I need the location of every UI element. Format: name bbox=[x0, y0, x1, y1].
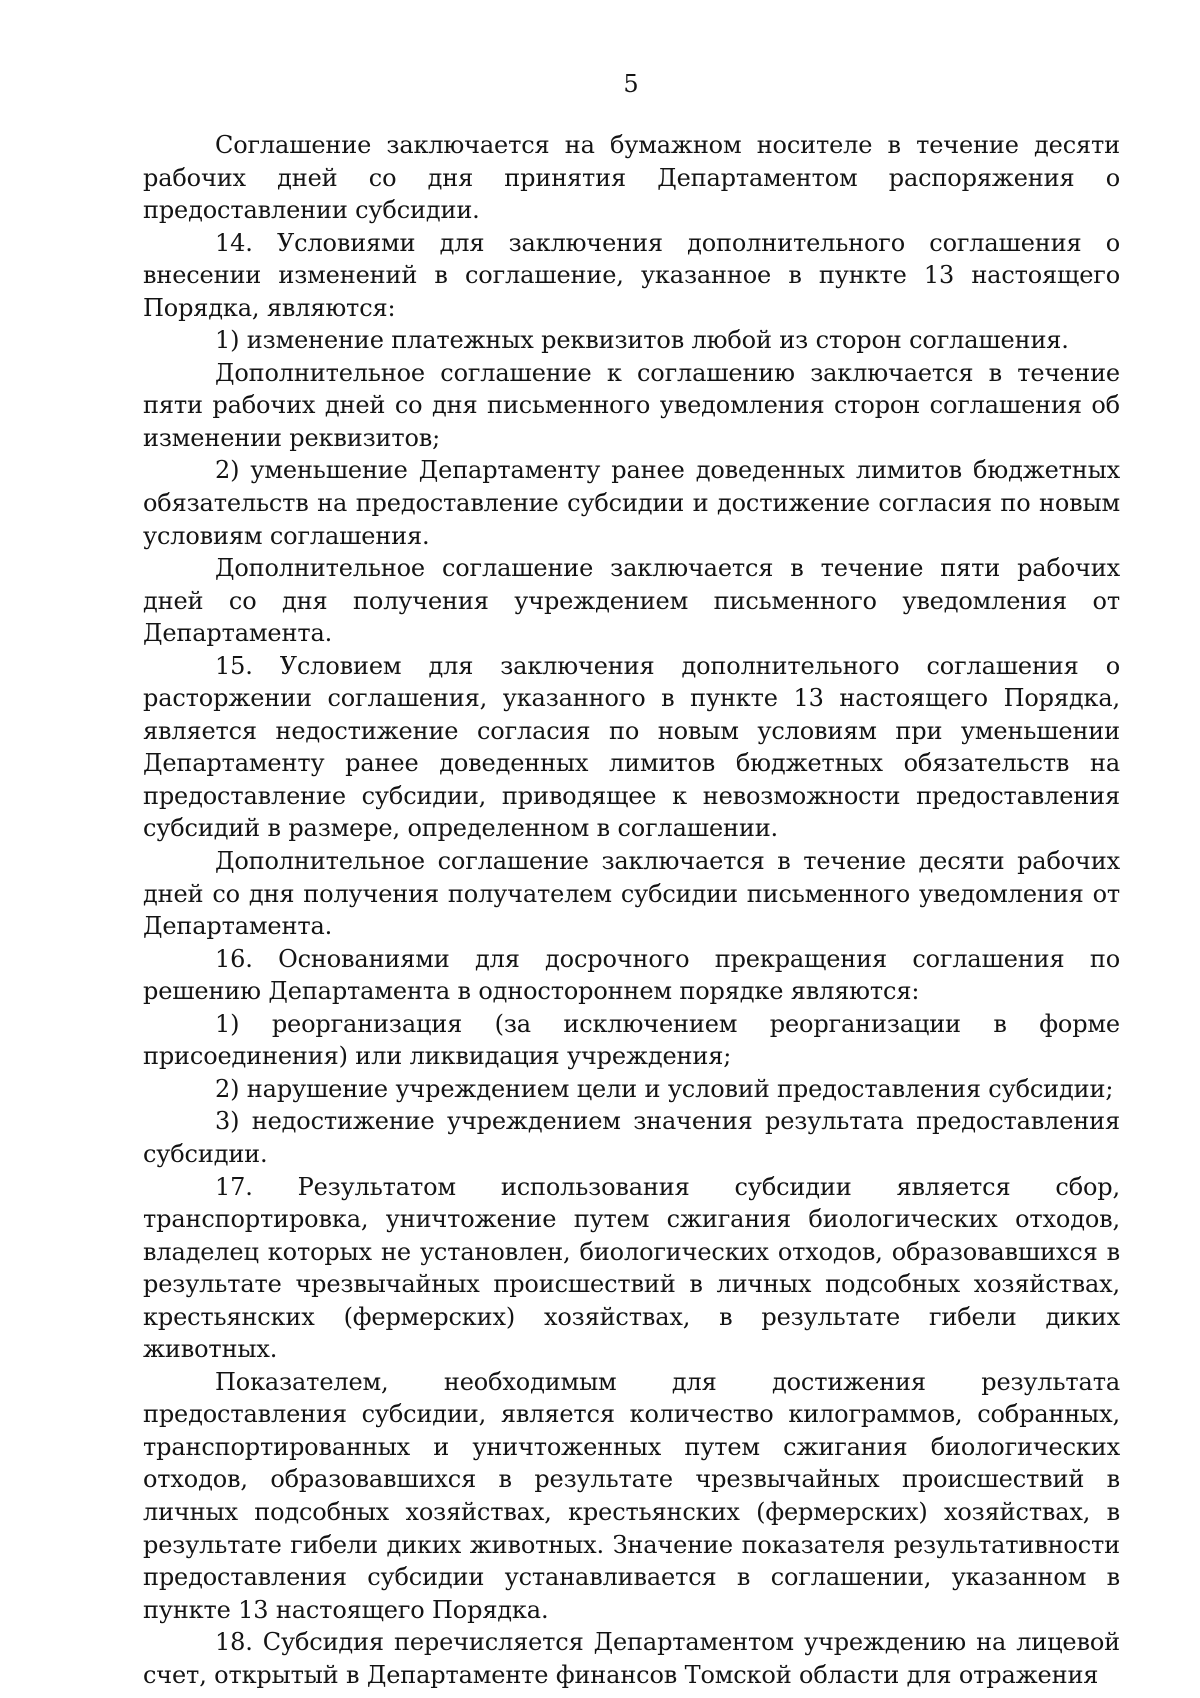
paragraph-item-16-3: 3) недостижение учреждением значения результата предоставления субсидии. bbox=[143, 1107, 1120, 1168]
paragraph-additional-agreement-5-days: Дополнительное соглашение к соглашению заключается в течение пяти рабочих дней со дня письменного уведомления сторон соглашения об изменении реквизитов; bbox=[143, 358, 1120, 452]
paragraph-agreement-paper: Соглашение заключается на бумажном носителе в течение десяти рабочих дней со дня принятия Департаментом распоряжения о предоставлении субсидии. bbox=[143, 131, 1120, 225]
paragraph-additional-agreement-notice: Дополнительное соглашение заключается в течение пяти рабочих дней со дня получения учреждением письменного уведомления от Департамента. bbox=[143, 554, 1120, 648]
document-body bbox=[143, 129, 1120, 1691]
paragraph-additional-agreement-10-days: Дополнительное соглашение заключается в течение десяти рабочих дней со дня получения получателем субсидии письменного уведомления от Департамента. bbox=[143, 847, 1120, 941]
paragraph-item-14-1: 1) изменение платежных реквизитов любой из сторон соглашения. bbox=[215, 326, 1069, 355]
paragraph-item-14-2: 2) уменьшение Департаменту ранее доведенных лимитов бюджетных обязательств на предоставление субсидии и достижение согласия по новым условиям соглашения. bbox=[143, 456, 1120, 550]
paragraph-item-17: 17. Результатом использования субсидии является сбор, транспортировка, уничтожение путем сжигания биологических отходов, владелец которых не установлен, биологических отходов, образовавшихся в результате чрезвычайных происшествий в личных подсобных хозяйствах, крестьянских (фермерских) хозяйствах, в результате гибели диких животных. bbox=[143, 1172, 1120, 1364]
paragraph-item-16-1: 1) реорганизация (за исключением реорганизации в форме присоединения) или ликвидация учреждения; bbox=[143, 1009, 1120, 1071]
paragraph-item-14: 14. Условиями для заключения дополнительного соглашения о внесении изменений в соглашение, указанное в пункте 13 настоящего Порядка, являются: bbox=[143, 228, 1120, 322]
paragraph-indicator: Показателем, необходимым для достижения результата предоставления субсидии, является количество килограммов, собранных, транспортированных и уничтоженных путем сжигания биологических отходов, образовавшихся в результате чрезвычайных происшествий в личных подсобных хозяйствах, крестьянских (фермерских) хозяйствах, в результате гибели диких животных. Значение показателя результативности предоставления субсидии устанавливается в соглашении, указанном в пункте 13 настоящего Порядка. bbox=[143, 1367, 1120, 1624]
paragraph-item-15: 15. Условием для заключения дополнительного соглашения о расторжении соглашения, указанного в пункте 13 настоящего Порядка, является недостижение согласия по новым условиям при уменьшении Департаменту ранее доведенных лимитов бюджетных обязательств на предоставление субсидии, приводящее к невозможности предоставления субсидий в размере, определенном в соглашении. bbox=[143, 651, 1120, 843]
paragraph-item-18: 18. Субсидия перечисляется Департаментом учреждению на лицевой счет, открытый в Департаменте финансов Томской области для отражения bbox=[143, 1628, 1120, 1689]
page-number: 5 bbox=[623, 70, 639, 98]
paragraph-item-16: 16. Основаниями для досрочного прекращения соглашения по решению Департамента в одностороннем порядке являются: bbox=[143, 944, 1120, 1006]
paragraph-item-16-2: 2) нарушение учреждением цели и условий предоставления субсидии; bbox=[215, 1074, 1114, 1103]
